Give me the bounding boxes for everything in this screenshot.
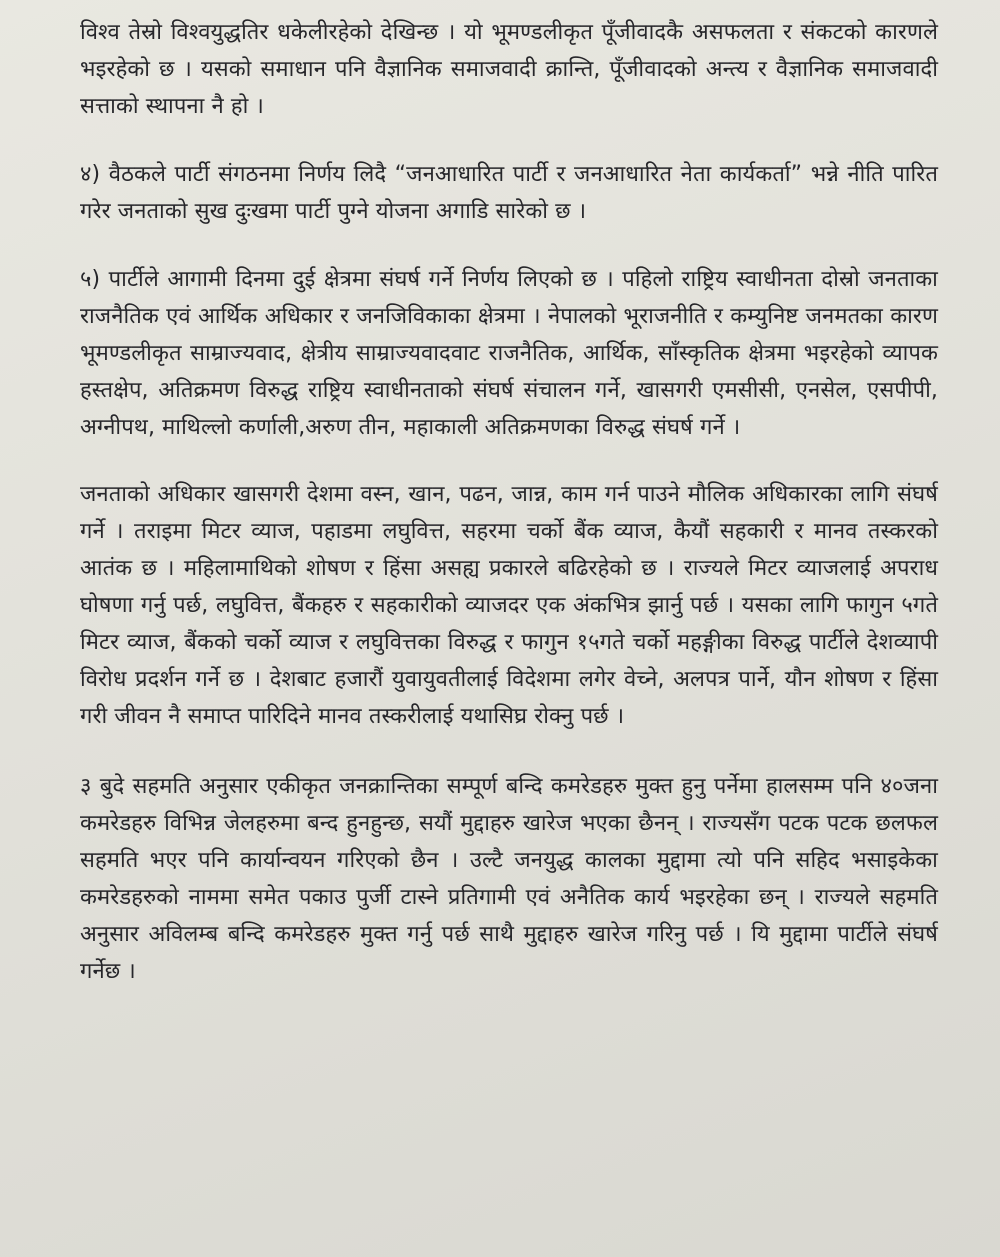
paragraph-people-rights: जनताको अधिकार खासगरी देशमा वस्न, खान, पढन, जान्न, काम गर्न पाउने मौलिक अधिकारका लागि संघर्ष गर्ने । तराइमा मिटर व्याज, पहाडमा लघुवित्त, सहरमा चर्को बैंक व्याज, कैयौं सहकारी र मानव तस्करको आतंक छ । महिलामाथिको शोषण र हिंसा असह्य प्रकारले बढिरहेको छ । राज्यले मिटर व्याजलाई अपराध घोषणा गर्नु पर्छ, लघुवित्त, बैंकहरु र सहकारीको व्याजदर एक अंकभित्र झार्नु पर्छ । यसका लागि फागुन ५गते मिटर व्याज, बैंकको चर्को व्याज र लघुवित्तका विरुद्ध र फागुन १५गते चर्को महङ्गीका विरुद्ध पार्टीले देशव्यापी विरोध प्रदर्शन गर्ने छ । देशबाट हजारौं युवायुवतीलाई विदेशमा लगेर वेच्ने, अलपत्र पार्ने, यौन शोषण र हिंसा गरी जीवन नै समाप्त पारिदिने मानव तस्करीलाई यथासिघ्र रोक्नु पर्छ । [80,482,938,729]
paragraph-prisoner-release: ३ बुदे सहमति अनुसार एकीकृत जनक्रान्तिका सम्पूर्ण बन्दि कमरेडहरु मुक्त हुनु पर्नेमा हालसम्म पनि ४०जना कमरेडहरु विभिन्न जेलहरुमा बन्द हुनहुन्छ, सयौं मुद्दाहरु खारेज भएका छैनन् । राज्यसँग पटक पटक छलफल सहमति भएर पनि कार्यान्वयन गरिएको छैन । उल्टै जनयुद्ध कालका मुद्दामा त्यो पनि सहिद भसाइकेका कमरेडहरुको नाममा समेत पकाउ पुर्जी टास्ने प्रतिगामी एवं अनैतिक कार्य भइरहेका छन् । राज्यले सहमति अनुसार अविलम्ब बन्दि कमरेडहरु मुक्त गर्नु पर्छ साथै मुद्दाहरु खारेज गरिनु पर्छ । यि मुद्दामा पार्टीले संघर्ष गर्नेछ । [80,774,938,984]
paragraph-point-5-struggle: ५) पार्टीले आगामी दिनमा दुई क्षेत्रमा संघर्ष गर्ने निर्णय लिएको छ । पहिलो राष्ट्रिय स्वाधीनता दोस्रो जनताका राजनैतिक एवं आर्थिक अधिकार र जनजिविकाका क्षेत्रमा । नेपालको भूराजनीति र कम्युनिष्ट जनमतका कारण भूमण्डलीकृत साम्राज्यवाद, क्षेत्रीय साम्राज्यवादवाट राजनैतिक, आर्थिक, साँस्कृतिक क्षेत्रमा भइरहेको व्यापक हस्तक्षेप, अतिक्रमण विरुद्ध राष्ट्रिय स्वाधीनताको संघर्ष संचालन गर्ने, खासगरी एमसीसी, एनसेल, एसपीपी, अग्नीपथ, माथिल्लो कर्णाली,अरुण तीन, महाकाली अतिक्रमणका विरुद्ध संघर्ष गर्ने । [80,267,938,440]
paragraph-world-war: विश्व तेस्रो विश्वयुद्धतिर धकेलीरहेको देखिन्छ । यो भूमण्डलीकृत पूँजीवादकै असफलता र संकटको कारणले भइरहेको छ । यसको समाधान पनि वैज्ञानिक समाजवादी क्रान्ति, पूँजीवादको अन्त्य र वैज्ञानिक समाजवादी सत्ताको स्थापना नै हो । [80,20,938,119]
paragraph-point-4-organization: ४) वैठकले पार्टी संगठनमा निर्णय लिदै “जनआधारित पार्टी र जनआधारित नेता कार्यकर्ता” भन्ने नीति पारित गरेर जनताको सुख दुःखमा पार्टी पुग्ने योजना अगाडि सारेको छ । [80,162,938,224]
